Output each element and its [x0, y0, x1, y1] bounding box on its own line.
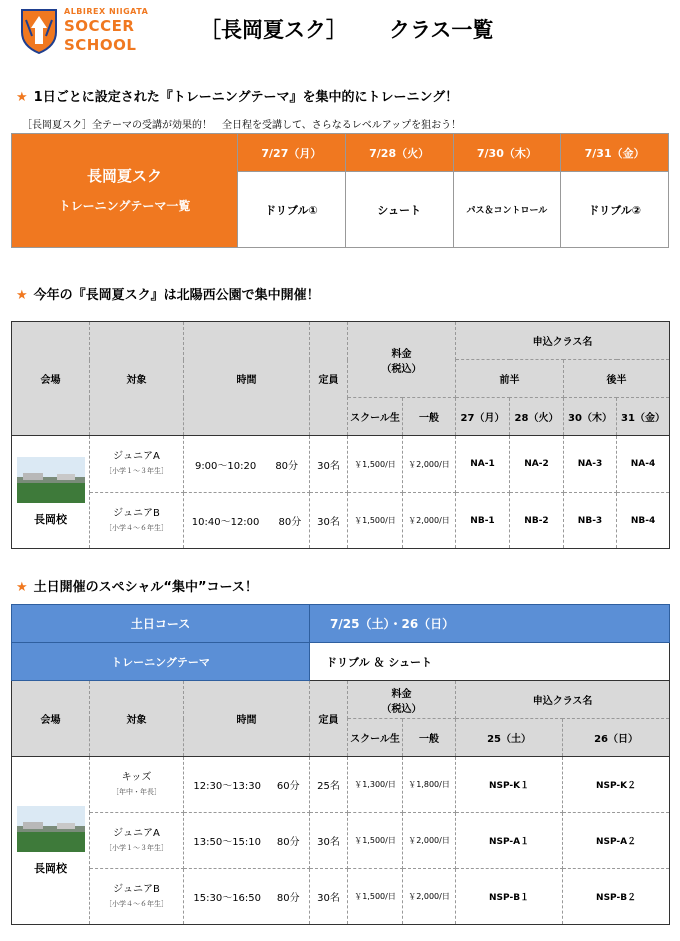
section2-heading [16, 284, 320, 303]
venue-table [11, 321, 670, 549]
section1-note: ［長岡夏スク］全テーマの受講が効果的！ 全日程を受講して、さらなるレベルアップを狙おう！ [22, 120, 462, 131]
page-title [200, 14, 493, 44]
time-duration: 80分 [275, 460, 299, 472]
venue-photo [17, 806, 85, 852]
theme-date: 7/30（木） [453, 134, 561, 172]
page-title-sub: クラス一覧 [389, 18, 494, 42]
header-day: 25（土） [456, 719, 563, 757]
course-theme-label: トレーニングテーマ [12, 643, 310, 681]
class-name: ジュニアB [113, 507, 160, 519]
table-row [12, 757, 670, 813]
header-second-half: 後半 [564, 360, 670, 398]
logo-line3: SCHOOL [64, 36, 137, 54]
theme-cell: ドリブル① [238, 172, 346, 248]
class-grade: ［小学４～６年生］ [105, 523, 168, 532]
class-name: ジュニアA [113, 451, 160, 462]
school-logo [20, 4, 160, 58]
fee-general-cell: ￥2,000/日 [403, 813, 456, 869]
section1-heading-text: 1日ごとに設定された『トレーニングテーマ』を集中的にトレーニング！ [33, 90, 459, 105]
class-grade: ［年中・年長］ [112, 787, 161, 796]
class-code: NB-1 [456, 493, 510, 549]
section1-heading [16, 86, 458, 105]
fee-member-cell: ￥1,500/日 [348, 869, 403, 925]
theme-date: 7/28（火） [345, 134, 453, 172]
venue-name: 長岡校 [34, 861, 67, 875]
class-name: ジュニアA [113, 827, 160, 839]
star-icon: ★ [16, 90, 28, 105]
header-class-name: 申込クラス名 [456, 322, 670, 360]
theme-date: 7/27（月） [238, 134, 346, 172]
table-row [12, 493, 670, 549]
time-range: 10:40～12:00 [191, 517, 260, 528]
time-cell [184, 493, 310, 549]
logo-line2: SOCCER [64, 17, 135, 35]
header-capacity: 定員 [310, 322, 348, 436]
header-fee-label: 料金 [391, 688, 412, 700]
venue-photo [17, 457, 85, 503]
fee-general-cell: ￥2,000/日 [403, 436, 456, 493]
table-row [12, 869, 670, 925]
theme-label-line1: 長岡夏スク [86, 166, 162, 185]
header-class-name: 申込クラス名 [456, 681, 670, 719]
header-day: 27（月） [456, 398, 510, 436]
class-code: NSP-A１ [456, 813, 563, 869]
fee-general-cell: ￥1,800/日 [403, 757, 456, 813]
class-name: ジュニアB [113, 883, 160, 895]
class-code: NSP-B２ [563, 869, 670, 925]
theme-date: 7/31（金） [561, 134, 669, 172]
class-code: NA-4 [617, 436, 670, 493]
time-duration: 80分 [276, 893, 300, 904]
weekend-table [11, 604, 670, 925]
star-icon: ★ [16, 288, 28, 303]
header-general: 一般 [403, 719, 456, 757]
class-grade: ［小学１～３年生］ [105, 467, 168, 475]
time-range: 15:30～16:50 [193, 893, 262, 904]
header-day: 30（木） [564, 398, 617, 436]
crest-icon [20, 6, 58, 54]
header-time: 時間 [184, 322, 310, 436]
fee-member-cell: ￥1,500/日 [348, 813, 403, 869]
class-code: NA-3 [564, 436, 617, 493]
class-grade: ［小学１～３年生］ [105, 843, 168, 852]
header-general: 一般 [403, 398, 456, 436]
header-member: スクール生 [348, 719, 403, 757]
theme-cell: ドリブル② [561, 172, 669, 248]
fee-general-cell: ￥2,000/日 [403, 869, 456, 925]
time-cell [184, 757, 310, 813]
class-code: NA-1 [456, 436, 510, 493]
class-cell [90, 813, 184, 869]
time-duration: 60分 [276, 781, 300, 792]
star-icon: ★ [16, 580, 28, 595]
class-cell [90, 493, 184, 549]
class-code: NSP-B１ [456, 869, 563, 925]
header-target: 対象 [90, 322, 184, 436]
class-code: NB-3 [564, 493, 617, 549]
table-row [12, 436, 670, 493]
theme-table-label [12, 134, 238, 248]
section3-heading [16, 576, 258, 595]
header-day: 28（火） [510, 398, 564, 436]
class-code: NA-2 [510, 436, 564, 493]
logo-line1: ALBIREX NIIGATA [64, 7, 149, 16]
header-day: 26（日） [563, 719, 670, 757]
capacity-cell: 30名 [310, 869, 348, 925]
time-range: 13:50～15:10 [193, 837, 262, 848]
time-cell [184, 869, 310, 925]
header-venue: 会場 [12, 322, 90, 436]
venue-cell [12, 436, 90, 549]
time-range: 12:30～13:30 [193, 781, 262, 792]
fee-member-cell: ￥1,500/日 [348, 436, 403, 493]
header-fee [348, 681, 456, 719]
capacity-cell: 25名 [310, 757, 348, 813]
section2-heading-text: 今年の『長岡夏スク』は北陽西公園で集中開催！ [33, 288, 320, 303]
class-code: NSP-K２ [563, 757, 670, 813]
theme-cell: シュート [345, 172, 453, 248]
header-fee-tax: （税込） [381, 363, 422, 375]
course-dates: 7/25（土）・26（日） [310, 605, 670, 643]
time-duration: 80分 [276, 837, 300, 848]
theme-cell: パス＆コントロール [453, 172, 561, 248]
fee-general-cell: ￥2,000/日 [403, 493, 456, 549]
header-fee-tax: （税込） [381, 703, 422, 715]
time-cell [184, 813, 310, 869]
theme-label-line2: トレーニングテーマ一覧 [58, 198, 191, 213]
course-label: 土日コース [12, 605, 310, 643]
header-time: 時間 [184, 681, 310, 757]
class-code: NSP-K１ [456, 757, 563, 813]
class-cell [90, 757, 184, 813]
class-cell [90, 869, 184, 925]
fee-member-cell: ￥1,300/日 [348, 757, 403, 813]
class-code: NB-2 [510, 493, 564, 549]
theme-table [11, 133, 669, 248]
class-code: NSP-A２ [563, 813, 670, 869]
class-cell [90, 436, 184, 493]
venue-cell [12, 757, 90, 925]
section3-heading-text: 土日開催のスペシャル“集中”コース！ [33, 580, 258, 595]
header-venue: 会場 [12, 681, 90, 757]
time-cell [184, 436, 310, 493]
class-name: キッズ [121, 771, 152, 783]
header-member: スクール生 [348, 398, 403, 436]
time-duration: 80分 [278, 517, 302, 528]
page-title-main: ［長岡夏スク］ [200, 18, 347, 42]
venue-name: 長岡校 [34, 513, 67, 526]
header-fee-label: 料金 [391, 348, 412, 360]
fee-member-cell: ￥1,500/日 [348, 493, 403, 549]
header-target: 対象 [90, 681, 184, 757]
course-theme-value: ドリブル ＆ シュート [310, 643, 670, 681]
capacity-cell: 30名 [310, 493, 348, 549]
class-code: NB-4 [617, 493, 670, 549]
header-capacity: 定員 [310, 681, 348, 757]
header-fee [348, 322, 456, 398]
table-row [12, 813, 670, 869]
class-grade: ［小学４～６年生］ [105, 899, 168, 908]
time-range: 9:00～10:20 [194, 460, 257, 472]
capacity-cell: 30名 [310, 436, 348, 493]
header-first-half: 前半 [456, 360, 564, 398]
capacity-cell: 30名 [310, 813, 348, 869]
header-day: 31（金） [617, 398, 670, 436]
